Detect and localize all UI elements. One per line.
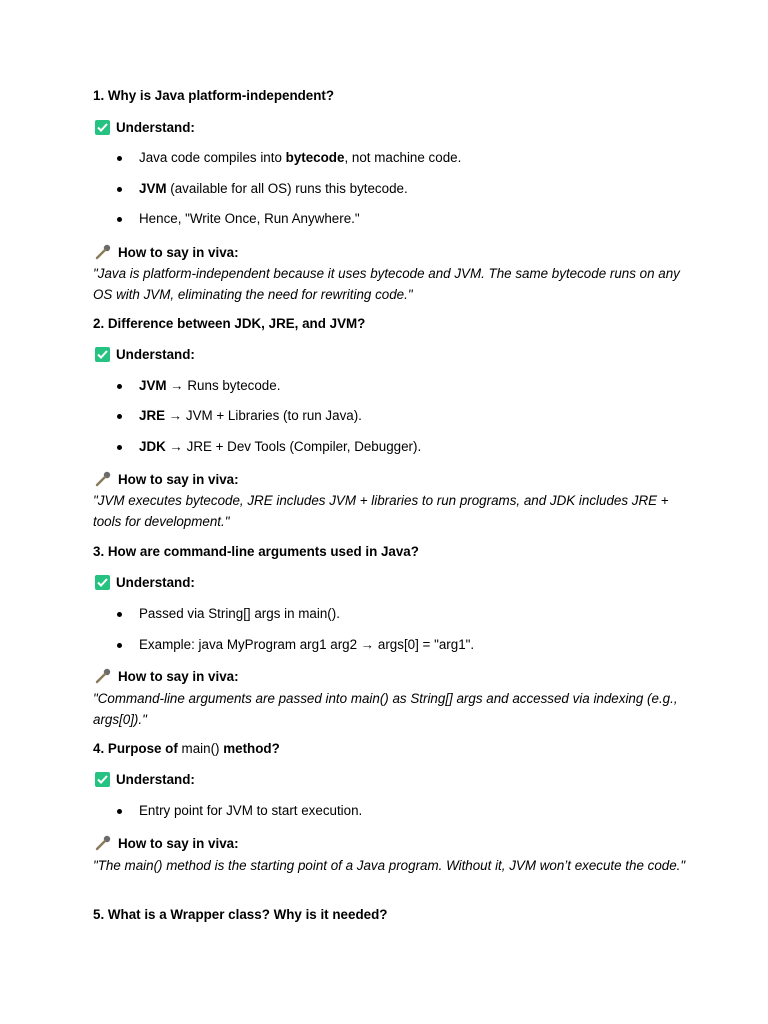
bullet-text: , not machine code.: [344, 150, 462, 165]
bullet-bold: JRE: [139, 408, 166, 423]
understand-label: Understand:: [116, 575, 195, 590]
question-title-text: 4. Purpose of: [93, 741, 182, 756]
question-title-text: method?: [219, 741, 280, 756]
bullet-bold: JVM: [139, 181, 167, 196]
check-mark-icon: [95, 347, 110, 362]
bullet-dot: [117, 612, 122, 617]
check-mark-icon: [95, 772, 110, 787]
understand-label: Understand:: [116, 772, 195, 787]
check-mark-icon: [95, 120, 110, 135]
microphone-icon: [94, 244, 112, 260]
viva-answer: "JVM executes bytecode, JRE includes JVM + libraries to run programs, and JDK includes JRE + tools for development.": [93, 493, 669, 529]
bullet-text: Passed via String[] args in main().: [139, 606, 340, 621]
question-title: 5. What is a Wrapper class? Why is it needed?: [93, 907, 388, 922]
understand-heading: [93, 120, 693, 135]
bullet-dot: [117, 414, 122, 419]
bullet-text: Java code compiles into: [139, 150, 286, 165]
understand-heading: [93, 347, 693, 362]
bullet-dot: [117, 643, 122, 648]
bullet-bold: JVM: [139, 378, 167, 393]
microphone-icon: [94, 668, 112, 684]
viva-answer: "The main() method is the starting point of a Java program. Without it, JVM won’t execute the code.": [93, 858, 686, 873]
microphone-icon: [94, 835, 112, 851]
bullet-text: → Runs bytecode.: [166, 378, 281, 393]
viva-heading: [93, 471, 693, 487]
viva-heading: [93, 668, 693, 684]
bullet-text: → JRE + Dev Tools (Compiler, Debugger).: [165, 439, 422, 454]
bullet-text: (available for all OS) runs this bytecode.: [166, 181, 408, 196]
viva-label: How to say in viva:: [118, 668, 239, 684]
bullet-text: → JVM + Libraries (to run Java).: [165, 408, 362, 423]
understand-label: Understand:: [116, 120, 195, 135]
bullet-text: Hence, "Write Once, Run Anywhere.": [139, 211, 360, 226]
understand-heading: [93, 575, 693, 590]
bullet-dot: [117, 156, 122, 161]
question-title: 2. Difference between JDK, JRE, and JVM?: [93, 316, 366, 331]
check-mark-icon: [95, 575, 110, 590]
bullet-bold: JDK: [139, 439, 166, 454]
question-title-code: main(): [181, 741, 220, 756]
bullet-text: Entry point for JVM to start execution.: [139, 803, 363, 818]
microphone-icon: [94, 471, 112, 487]
viva-label: How to say in viva:: [118, 835, 239, 851]
understand-label: Understand:: [116, 347, 195, 362]
question-title: [93, 741, 693, 756]
bullet-dot: [117, 445, 122, 450]
viva-heading: [93, 244, 693, 260]
bullet-dot: [117, 217, 122, 222]
bullet-bold: bytecode: [285, 150, 345, 165]
viva-answer: "Command-line arguments are passed into main() as String[] args and accessed via indexing (e.g., args[0]).": [93, 691, 678, 727]
viva-answer: "Java is platform-independent because it uses bytecode and JVM. The same bytecode runs on any OS with JVM, eliminating the need for rewriting code.": [93, 266, 680, 302]
viva-label: How to say in viva:: [118, 244, 239, 260]
question-title: 1. Why is Java platform-independent?: [93, 88, 335, 103]
bullet-dot: [117, 809, 122, 814]
viva-label: How to say in viva:: [118, 471, 239, 487]
bullet-dot: [117, 384, 122, 389]
understand-heading: [93, 772, 693, 787]
viva-heading: [93, 835, 693, 851]
question-title: 3. How are command-line arguments used in Java?: [93, 544, 419, 559]
bullet-text: Example: java MyProgram arg1 arg2 → args[0] = "arg1".: [139, 637, 475, 652]
bullet-dot: [117, 187, 122, 192]
